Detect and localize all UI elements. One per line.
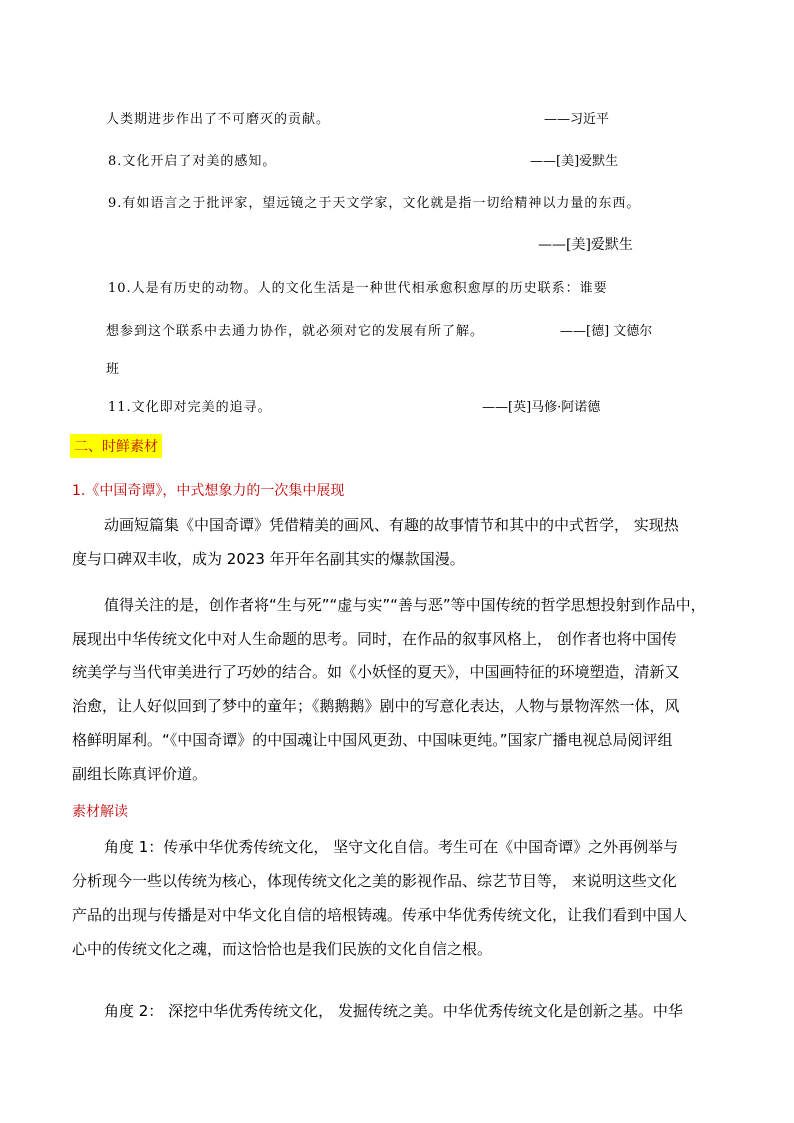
- quote-9-text: 9.有如语言之于批评家，望远镜之于天文学家，文化就是指一切给精神以力量的东西。: [108, 196, 641, 211]
- angle-2-line-1: 角度 2： 深挖中华优秀传统文化， 发掘传统之美。中华优秀传统文化是创新之基。中华: [104, 1002, 683, 1020]
- quote-10-line-2: 想参到这个联系中去通力协作，就必须对它的发展有所了解。: [106, 324, 485, 339]
- quote-10-attribution: ——[德] 文德尔: [560, 324, 653, 339]
- paragraph-2-line-5: 格鲜明犀利。“《中国奇谭》的中国魂让中国风更劲、中国味更纯。”国家广播电视总局阅评组: [72, 731, 673, 749]
- paragraph-2-line-6: 副组长陈真评价道。: [72, 765, 208, 783]
- quote-10-line-1: 10.人是有历史的动物。人的文化生活是一种世代相承愈积愈厚的历史联系：谁要: [108, 281, 608, 296]
- section-heading: 二、时鲜素材: [70, 434, 162, 458]
- quote-9-attribution: ——[美]爱默生: [538, 237, 633, 253]
- quote-7-tail: 人类期进步作出了不可磨灭的贡献。: [106, 112, 331, 127]
- paragraph-2-line-4: 治愈，让人好似回到了梦中的童年；《鹅鹅鹅》剧中的写意化表达，人物与景物浑然一体，风: [72, 697, 680, 715]
- paragraph-2-line-2: 展现出中华传统文化中对人生命题的思考。同时，在作品的叙事风格上， 创作者也将中国传: [72, 630, 677, 648]
- angle-1-line-2: 分析现今一些以传统为核心，体现传统文化之美的影视作品、综艺节目等， 来说明这些文化: [72, 872, 677, 890]
- analysis-label: 素材解读: [72, 804, 128, 820]
- angle-1-line-1: 角度 1：传承中华优秀传统文化， 坚守文化自信。考生可在《中国奇谭》之外再例举与: [104, 838, 679, 856]
- paragraph-2-line-3: 统美学与当代审美进行了巧妙的结合。如《小妖怪的夏天》，中国画特征的环境塑造，清新又: [72, 663, 680, 681]
- paragraph-1-line-1: 动画短篇集《中国奇谭》凭借精美的画风、有趣的故事情节和其中的中式哲学， 实现热: [104, 516, 679, 534]
- quote-11-attribution: ——[英]马修·阿诺德: [482, 400, 601, 415]
- quote-8-text: 8.文化开启了对美的感知。: [108, 154, 277, 169]
- angle-1-line-4: 心中的传统文化之魂，而这恰恰也是我们民族的文化自信之根。: [72, 940, 493, 958]
- item-1-title: 1.《中国奇谭》，中式想象力的一次集中展现: [72, 483, 345, 499]
- quote-11-text: 11.文化即对完美的追寻。: [108, 400, 272, 415]
- paragraph-1-line-2: 度与口碑双丰收，成为 2023 年开年名副其实的爆款国漫。: [72, 550, 465, 568]
- paragraph-2-line-1: 值得关注的是，创作者将“生与死”“虚与实”“善与恶”等中国传统的哲学思想投射到作品中，: [104, 596, 706, 614]
- quote-10-line-3: 班: [106, 362, 121, 377]
- angle-1-line-3: 产品的出现与传播是对中华文化自信的培根铸魂。传承中华优秀传统文化，让我们看到中国人: [72, 906, 688, 924]
- quote-8-attribution: ——[美]爱默生: [530, 154, 619, 169]
- quote-7-attribution: ——习近平: [544, 112, 610, 127]
